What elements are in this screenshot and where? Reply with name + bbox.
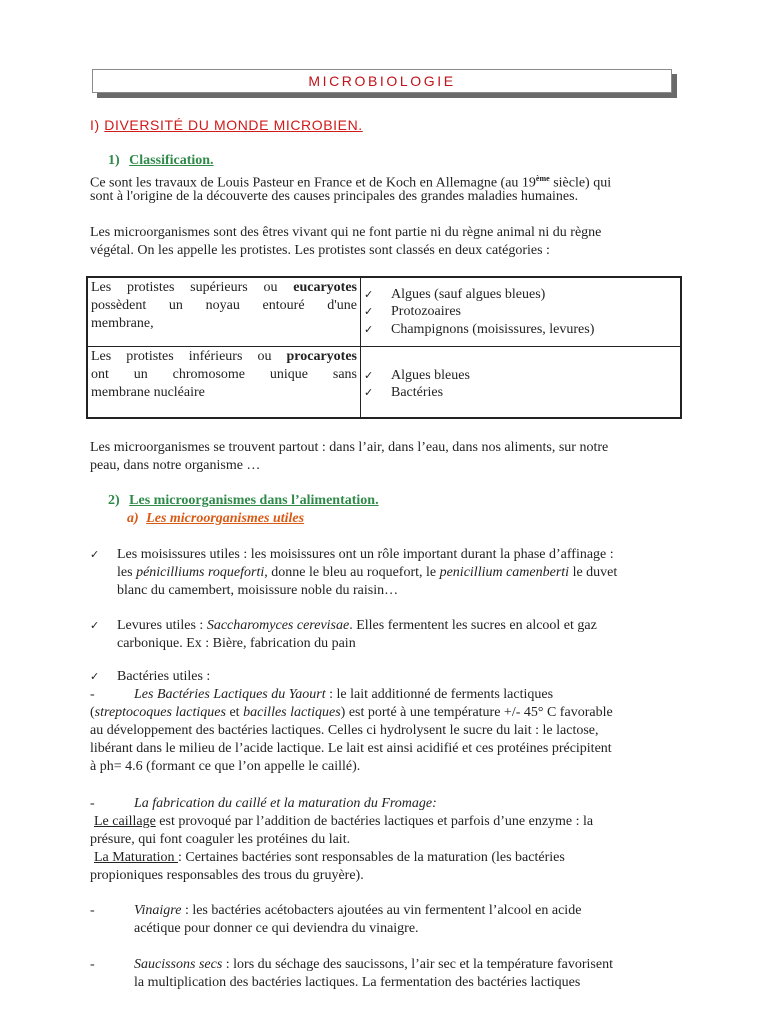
saucisson-line-2: la multiplication des bactéries lactiques. La fermentation des bactéries lactiques bbox=[134, 975, 581, 990]
maturation-line-1: La Maturation : Certaines bactéries sont responsables de la maturation (les bactéries bbox=[94, 850, 565, 865]
caillage-line-1: Le caillage est provoqué par l’addition de bactéries lactiques et parfois d’une enzyme : la bbox=[94, 814, 594, 829]
section-number: I) bbox=[90, 117, 100, 133]
dash-marker: - bbox=[90, 796, 95, 811]
yaourt-line-1: Les Bactéries Lactiques du Yaourt : le lait additionné de ferments lactiques bbox=[134, 687, 554, 702]
bacteries-heading: Bactéries utiles : bbox=[117, 669, 211, 684]
paragraph-everywhere-line-1: Les microorganismes se trouvent partout : dans l’air, dans l’eau, dans nos aliments, sur notre bbox=[90, 440, 609, 455]
levures-line-1: Levures utiles : Saccharomyces cerevisae. Elles fermentent les sucres en alcool et gaz bbox=[117, 618, 597, 633]
table-cell-eukaryotes: Les protistes supérieurs ou eucaryotes possèdent un noyau entouré d'une membrane, bbox=[91, 280, 357, 331]
subsection-number: 1) bbox=[108, 153, 120, 168]
title-box bbox=[92, 69, 672, 93]
saucisson-line-1: Saucissons secs : lors du séchage des saucissons, l’air sec et la température favorisent bbox=[134, 957, 613, 972]
moisissures-line-2: les pénicilliums roqueforti, donne le bleu au roquefort, le penicillium camenberti le duvet bbox=[117, 565, 618, 580]
fromage-title: La fabrication du caillé et la maturation du Fromage: bbox=[134, 796, 437, 811]
check-icon: ✓ bbox=[364, 369, 374, 382]
subsection-heading-2: 2) Les microorganismes dans l’alimentation. bbox=[108, 493, 379, 508]
list-item: ✓ Algues (sauf algues bleues) bbox=[364, 287, 546, 302]
subsection-heading-2a: a) Les microorganismes utiles bbox=[127, 511, 305, 526]
check-icon: ✓ bbox=[364, 386, 374, 399]
yaourt-line-5: à ph= 4.6 (formant ce que l’on appelle le caillé). bbox=[90, 759, 361, 774]
table-cell-prokaryotes: Les protistes inférieurs ou procaryotes ont un chromosome unique sans membrane nucléaire bbox=[91, 349, 357, 400]
subsection-heading-1 bbox=[108, 152, 214, 170]
check-icon: ✓ bbox=[364, 305, 374, 318]
subsection-title: Classification. bbox=[129, 153, 214, 168]
list-item: ✓ Algues bleues bbox=[364, 368, 470, 383]
check-icon: ✓ bbox=[90, 619, 100, 632]
yaourt-line-3: au développement des bactéries lactiques. Celles ci hydrolysent le sucre du lait : le lactose, bbox=[90, 723, 599, 738]
levures-line-2: carbonique. Ex : Bière, fabrication du pain bbox=[117, 636, 356, 651]
list-item: ✓ Protozoaires bbox=[364, 304, 461, 319]
dash-marker: - bbox=[90, 687, 95, 702]
yaourt-line-4: libérant dans le milieu de l’acide lactique. Le lait est ainsi acidifié et ces protéines précipitent bbox=[90, 741, 612, 756]
paragraph-protists-line-1: Les microorganismes sont des êtres vivant qui ne font partie ni du règne animal ni du règne bbox=[90, 225, 602, 240]
vinaigre-line-2: acétique pour donner ce qui deviendra du vinaigre. bbox=[134, 921, 419, 936]
check-icon: ✓ bbox=[364, 288, 374, 301]
check-icon: ✓ bbox=[90, 548, 100, 561]
vinaigre-line-1: Vinaigre : les bactéries acétobacters ajoutées au vin fermentent l’alcool en acide bbox=[134, 903, 582, 918]
caillage-line-2: présure, qui font coaguler les protéines du lait. bbox=[90, 832, 351, 847]
paragraph-intro-line-1: Ce sont les travaux de Louis Pasteur en France et de Koch en Allemagne (au 19ème siècle) qui bbox=[90, 174, 612, 191]
check-icon: ✓ bbox=[364, 323, 374, 336]
classification-table bbox=[86, 276, 682, 419]
dash-marker: - bbox=[90, 957, 95, 972]
maturation-line-2: propioniques responsables des trous du gruyère). bbox=[90, 868, 364, 883]
paragraph-intro-line-2: sont à l'origine de la découverte des causes principales des grandes maladies humaines. bbox=[90, 189, 579, 204]
yaourt-line-2: (streptocoques lactiques et bacilles lactiques) est porté à une température +/- 45° C favorable bbox=[90, 705, 613, 720]
moisissures-line-1: Les moisissures utiles : les moisissures ont un rôle important durant la phase d’affinage : bbox=[117, 547, 614, 562]
section-title: DIVERSITÉ DU MONDE MICROBIEN. bbox=[104, 117, 363, 133]
section-heading bbox=[90, 116, 363, 134]
dash-marker: - bbox=[90, 903, 95, 918]
list-item: ✓ Champignons (moisissures, levures) bbox=[364, 322, 595, 337]
paragraph-everywhere-line-2: peau, dans notre organisme … bbox=[90, 458, 261, 473]
moisissures-line-3: blanc du camembert, moisissure noble du raisin… bbox=[117, 583, 399, 598]
paragraph-protists-line-2: végétal. On les appelle les protistes. Les protistes sont classés en deux catégories : bbox=[90, 243, 550, 258]
list-item: ✓ Bactéries bbox=[364, 385, 444, 400]
check-icon: ✓ bbox=[90, 670, 100, 683]
document-title: MICROBIOLOGIE bbox=[308, 73, 456, 89]
